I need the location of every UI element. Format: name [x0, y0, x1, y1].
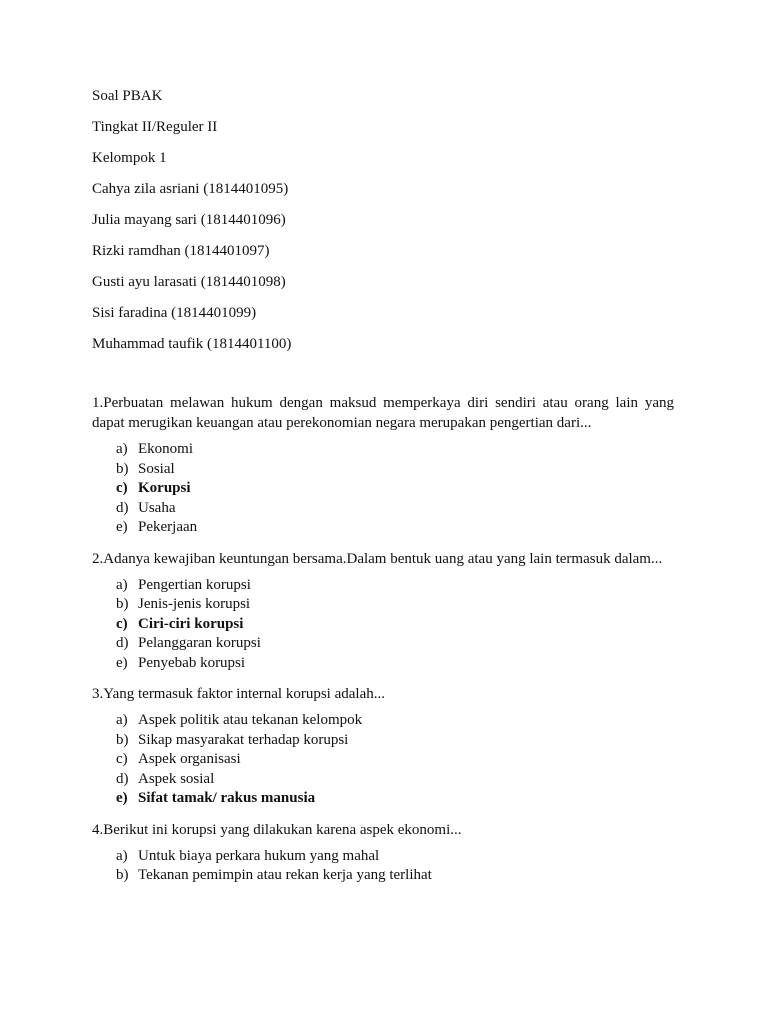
option-b: [92, 866, 674, 886]
option-letter: e): [116, 654, 128, 671]
option-text: Sifat tamak/ rakus manusia: [138, 790, 316, 806]
document-body: [92, 86, 674, 897]
option-a: [92, 440, 674, 460]
option-text: Pelanggaran korupsi: [138, 635, 261, 651]
option-e-correct: [92, 789, 674, 809]
question-2-text: 2.Adanya kewajiban keuntungan bersama.Dalam bentuk uang atau yang lain termasuk dalam...: [92, 550, 663, 567]
option-text: Jenis-jenis korupsi: [138, 596, 251, 612]
member-name: Julia mayang sari (1814401096): [92, 212, 286, 228]
option-letter: c): [116, 615, 128, 632]
blank-space: [92, 365, 674, 393]
question-4-text: 4.Berikut ini korupsi yang dilakukan karena aspek ekonomi...: [92, 821, 462, 838]
option-letter: a): [116, 441, 128, 457]
option-letter: c): [116, 480, 128, 496]
member-name: Sisi faradina (1814401099): [92, 305, 257, 321]
option-text: Penyebab korupsi: [138, 654, 246, 671]
option-text: Untuk biaya perkara hukum yang mahal: [138, 847, 380, 864]
option-d: [92, 770, 674, 790]
question-3-options: [92, 711, 674, 809]
option-c: [92, 750, 674, 770]
option-b: [92, 595, 674, 615]
option-letter: a): [116, 576, 128, 593]
option-letter: d): [116, 635, 129, 651]
option-letter: e): [116, 790, 128, 806]
option-text: Ciri-ciri korupsi: [138, 615, 244, 632]
question-4-options: [92, 847, 674, 886]
option-text: Usaha: [138, 499, 176, 516]
group-name: Kelompok 1: [92, 150, 167, 166]
option-text: Aspek sosial: [138, 770, 215, 787]
option-letter: e): [116, 519, 128, 535]
option-a: [92, 847, 674, 867]
option-c-correct: [92, 479, 674, 499]
question-3-text: 3.Yang termasuk faktor internal korupsi adalah...: [92, 686, 385, 702]
option-a: [92, 711, 674, 731]
document-title: Soal PBAK: [92, 88, 163, 104]
option-d: [92, 499, 674, 519]
option-text: Korupsi: [138, 480, 191, 496]
option-c-correct: [92, 615, 674, 635]
option-letter: b): [116, 596, 129, 612]
option-letter: c): [116, 751, 128, 767]
option-e: [92, 654, 674, 674]
option-text: Aspek organisasi: [138, 751, 241, 767]
option-text: Aspek politik atau tekanan kelompok: [138, 712, 363, 728]
question-1-options: [92, 440, 674, 538]
option-e: [92, 518, 674, 538]
option-letter: d): [116, 770, 129, 787]
option-b: [92, 731, 674, 751]
option-b: [92, 460, 674, 480]
option-text: Ekonomi: [138, 441, 193, 457]
member-name: Cahya zila asriani (1814401095): [92, 181, 289, 197]
option-d: [92, 634, 674, 654]
option-letter: a): [116, 712, 128, 728]
class-level: Tingkat II/Reguler II: [92, 119, 218, 135]
option-text: Pengertian korupsi: [138, 576, 251, 593]
question-2-options: [92, 576, 674, 674]
member-name: Muhammad taufik (1814401100): [92, 336, 292, 352]
option-text: Tekanan pemimpin atau rekan kerja yang terlihat: [138, 867, 432, 883]
member-name: Gusti ayu larasati (1814401098): [92, 274, 286, 290]
option-letter: b): [116, 867, 129, 883]
member-name: Rizki ramdhan (1814401097): [92, 243, 270, 259]
option-text: Sikap masyarakat terhadap korupsi: [138, 731, 349, 748]
option-a: [92, 576, 674, 596]
option-letter: d): [116, 499, 129, 516]
option-letter: a): [116, 847, 128, 864]
option-letter: b): [116, 460, 129, 477]
question-1-text: 1.Perbuatan melawan hukum dengan maksud memperkaya diri sendiri atau orang lain yang dapat merugikan keuangan atau perekonomian negara merupakan pengertian dari...: [92, 395, 674, 431]
option-text: Sosial: [138, 460, 175, 477]
option-letter: b): [116, 731, 129, 748]
option-text: Pekerjaan: [138, 519, 198, 535]
